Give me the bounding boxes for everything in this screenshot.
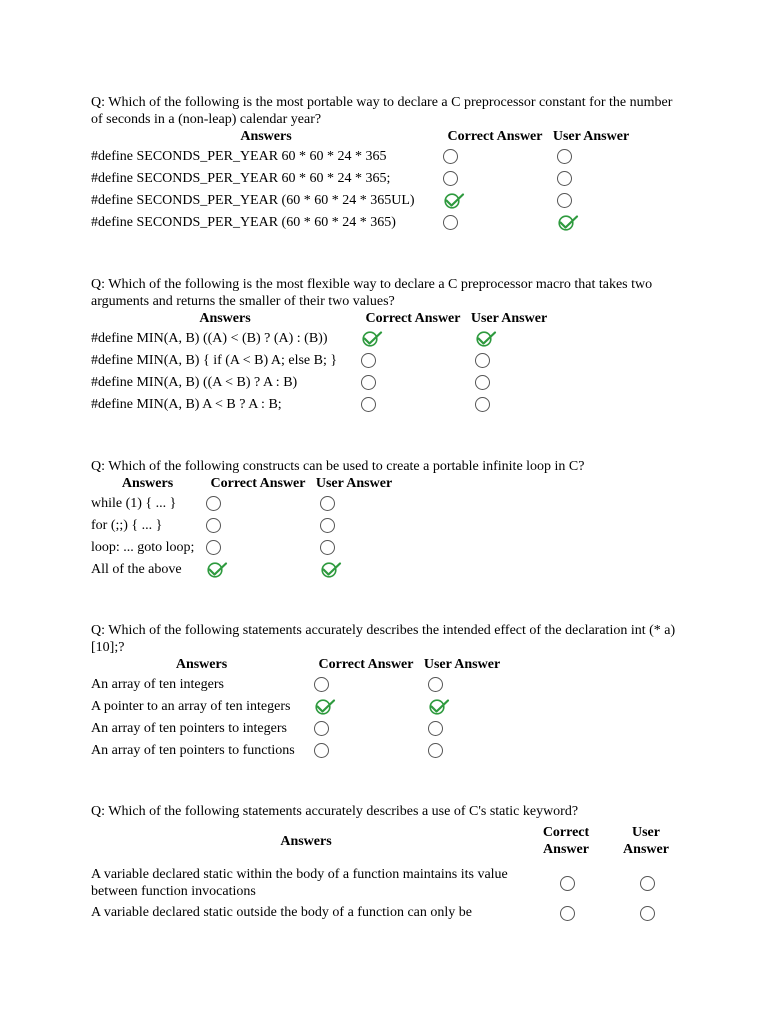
radio-circle-icon — [560, 906, 575, 921]
answer-row — [91, 739, 504, 761]
correct-answer-radio[interactable] — [443, 215, 458, 230]
answer-row — [91, 858, 681, 904]
radio-circle-icon — [320, 540, 335, 555]
answer-row — [91, 717, 504, 739]
user-answer-radio[interactable] — [428, 677, 443, 692]
user-answer-radio[interactable] — [640, 906, 655, 921]
radio-circle-icon — [428, 677, 443, 692]
question-text: Q: Which of the following statements accurately describes the intended effect of the declaration int (* a)[10];? — [91, 623, 676, 655]
answer-row — [91, 167, 633, 189]
correct-answer-header: Correct Answer — [318, 657, 414, 672]
user-answer-radio[interactable] — [428, 721, 443, 736]
user-answer-header: User Answer — [552, 129, 630, 144]
correct-answer-radio[interactable] — [443, 149, 458, 164]
answer-text: All of the above — [91, 561, 182, 577]
answer-table — [91, 475, 396, 580]
radio-circle-icon — [443, 171, 458, 186]
radio-circle-icon — [557, 171, 572, 186]
checked-radio-icon — [428, 698, 450, 715]
correct-answer-radio[interactable] — [560, 876, 575, 891]
answer-row — [91, 514, 396, 536]
answers-header: Answers — [240, 129, 292, 144]
correct-answer-radio[interactable] — [206, 496, 221, 511]
user-answer-radio[interactable] — [475, 397, 490, 412]
correct-answer-radio[interactable] — [443, 192, 465, 207]
answer-row — [91, 536, 396, 558]
radio-circle-icon — [361, 375, 376, 390]
correct-answer-radio[interactable] — [206, 518, 221, 533]
answer-text: #define MIN(A, B) ((A) < (B) ? (A) : (B)) — [91, 330, 328, 346]
radio-circle-icon — [640, 876, 655, 891]
user-answer-radio[interactable] — [557, 214, 579, 229]
radio-circle-icon — [557, 193, 572, 208]
answer-text: #define SECONDS_PER_YEAR (60 * 60 * 24 * 365) — [91, 214, 396, 230]
answer-row — [91, 349, 551, 371]
answer-table — [91, 310, 551, 415]
question-text: Q: Which of the following constructs can be used to create a portable infinite loop in C? — [91, 459, 585, 474]
user-header-line-1: User — [632, 825, 660, 840]
radio-circle-icon — [314, 743, 329, 758]
radio-circle-icon — [320, 518, 335, 533]
checked-radio-icon — [443, 192, 465, 209]
user-answer-header: User Answer — [315, 476, 393, 491]
radio-circle-icon — [361, 353, 376, 368]
answer-row — [91, 492, 396, 514]
answer-row — [91, 327, 551, 349]
user-answer-radio[interactable] — [428, 698, 450, 713]
user-answer-radio[interactable] — [475, 330, 497, 345]
radio-circle-icon — [361, 397, 376, 412]
answers-header: Answers — [121, 476, 174, 491]
checked-radio-icon — [314, 698, 336, 715]
question-2 — [91, 276, 676, 415]
answers-header: Answers — [175, 657, 228, 672]
answer-table — [91, 824, 681, 926]
user-answer-header: User Answer — [423, 657, 501, 672]
radio-circle-icon — [475, 397, 490, 412]
radio-circle-icon — [557, 149, 572, 164]
correct-answer-radio[interactable] — [206, 540, 221, 555]
user-answer-radio[interactable] — [320, 496, 335, 511]
answer-text: An array of ten pointers to functions — [91, 742, 295, 758]
answers-header: Answers — [280, 833, 332, 849]
answer-row — [91, 145, 633, 167]
radio-circle-icon — [428, 721, 443, 736]
answer-text: #define MIN(A, B) { if (A < B) A; else B; } — [91, 352, 338, 368]
question-3 — [91, 458, 676, 580]
correct-answer-radio[interactable] — [361, 397, 376, 412]
question-5 — [91, 803, 681, 926]
question-text: Q: Which of the following is the most flexible way to declare a C preprocessor macro that takes two arguments and returns the smaller of their two values? — [91, 277, 653, 309]
user-answer-radio[interactable] — [428, 743, 443, 758]
answer-text: #define SECONDS_PER_YEAR 60 * 60 * 24 * 365; — [91, 170, 391, 186]
correct-header-line-2: Answer — [543, 842, 589, 857]
user-answer-radio[interactable] — [320, 518, 335, 533]
question-1 — [91, 94, 676, 233]
radio-circle-icon — [428, 743, 443, 758]
answer-row — [91, 558, 396, 580]
radio-circle-icon — [560, 876, 575, 891]
user-answer-radio[interactable] — [557, 171, 572, 186]
answer-text: #define SECONDS_PER_YEAR 60 * 60 * 24 * 365 — [91, 148, 387, 164]
answer-text: #define SECONDS_PER_YEAR (60 * 60 * 24 * 365UL) — [91, 192, 415, 208]
radio-circle-icon — [443, 149, 458, 164]
answer-row — [91, 211, 633, 233]
answer-text: #define MIN(A, B) ((A < B) ? A : B) — [91, 374, 298, 390]
user-answer-radio[interactable] — [475, 353, 490, 368]
question-4 — [91, 622, 676, 761]
answer-row — [91, 673, 504, 695]
correct-answer-header: Correct Answer — [210, 476, 306, 491]
correct-answer-radio[interactable] — [314, 721, 329, 736]
answer-text: A pointer to an array of ten integers — [91, 698, 291, 714]
radio-circle-icon — [640, 906, 655, 921]
correct-answer-radio[interactable] — [314, 698, 336, 713]
correct-answer-radio[interactable] — [314, 677, 329, 692]
answer-row — [91, 189, 633, 211]
correct-answer-header: Correct Answer — [365, 311, 461, 326]
user-header-line-2: Answer — [623, 842, 669, 857]
user-answer-radio[interactable] — [557, 193, 572, 208]
user-answer-radio[interactable] — [320, 540, 335, 555]
radio-circle-icon — [206, 518, 221, 533]
checked-radio-icon — [206, 561, 228, 578]
question-text: Q: Which of the following is the most portable way to declare a C preprocessor constant for the number of seconds in a (non-leap) calendar year? — [91, 95, 673, 127]
correct-answer-radio[interactable] — [560, 906, 575, 921]
answer-text: A variable declared static within the body of a function maintains its value between function invocations — [91, 867, 508, 899]
correct-answer-radio[interactable] — [314, 743, 329, 758]
correct-answer-radio[interactable] — [361, 353, 376, 368]
radio-circle-icon — [320, 496, 335, 511]
user-answer-radio[interactable] — [475, 375, 490, 390]
answers-header: Answers — [199, 311, 251, 326]
answer-row — [91, 393, 551, 415]
checked-radio-icon — [475, 330, 497, 347]
user-answer-header: User Answer — [470, 311, 548, 326]
radio-circle-icon — [314, 721, 329, 736]
answer-text: A variable declared static outside the body of a function can only be — [91, 905, 472, 920]
checked-radio-icon — [557, 214, 579, 231]
user-answer-radio[interactable] — [557, 149, 572, 164]
checked-radio-icon — [361, 330, 383, 347]
answer-text: An array of ten pointers to integers — [91, 720, 287, 736]
answer-row — [91, 695, 504, 717]
answer-text: for (;;) { ... } — [91, 517, 163, 533]
radio-circle-icon — [206, 540, 221, 555]
answer-row — [91, 904, 681, 926]
correct-answer-radio[interactable] — [361, 375, 376, 390]
user-answer-radio[interactable] — [640, 876, 655, 891]
radio-circle-icon — [475, 375, 490, 390]
radio-circle-icon — [206, 496, 221, 511]
radio-circle-icon — [475, 353, 490, 368]
checked-radio-icon — [320, 561, 342, 578]
radio-circle-icon — [443, 215, 458, 230]
user-answer-radio[interactable] — [320, 561, 342, 576]
correct-answer-radio[interactable] — [443, 171, 458, 186]
correct-answer-radio[interactable] — [361, 330, 383, 345]
user-answer-header — [611, 824, 681, 858]
answer-text: while (1) { ... } — [91, 495, 177, 511]
correct-answer-header — [521, 824, 611, 858]
radio-circle-icon — [314, 677, 329, 692]
answer-text: #define MIN(A, B) A < B ? A : B; — [91, 396, 282, 412]
correct-header-line-1: Correct — [542, 825, 590, 840]
correct-answer-radio[interactable] — [206, 561, 228, 576]
question-text: Q: Which of the following statements accurately describes a use of C's static keyword? — [91, 804, 579, 819]
correct-answer-header: Correct Answer — [447, 129, 543, 144]
answer-table — [91, 656, 504, 761]
answer-text: An array of ten integers — [91, 676, 224, 692]
answer-row — [91, 371, 551, 393]
answer-table — [91, 128, 633, 233]
answer-text: loop: ... goto loop; — [91, 539, 195, 555]
